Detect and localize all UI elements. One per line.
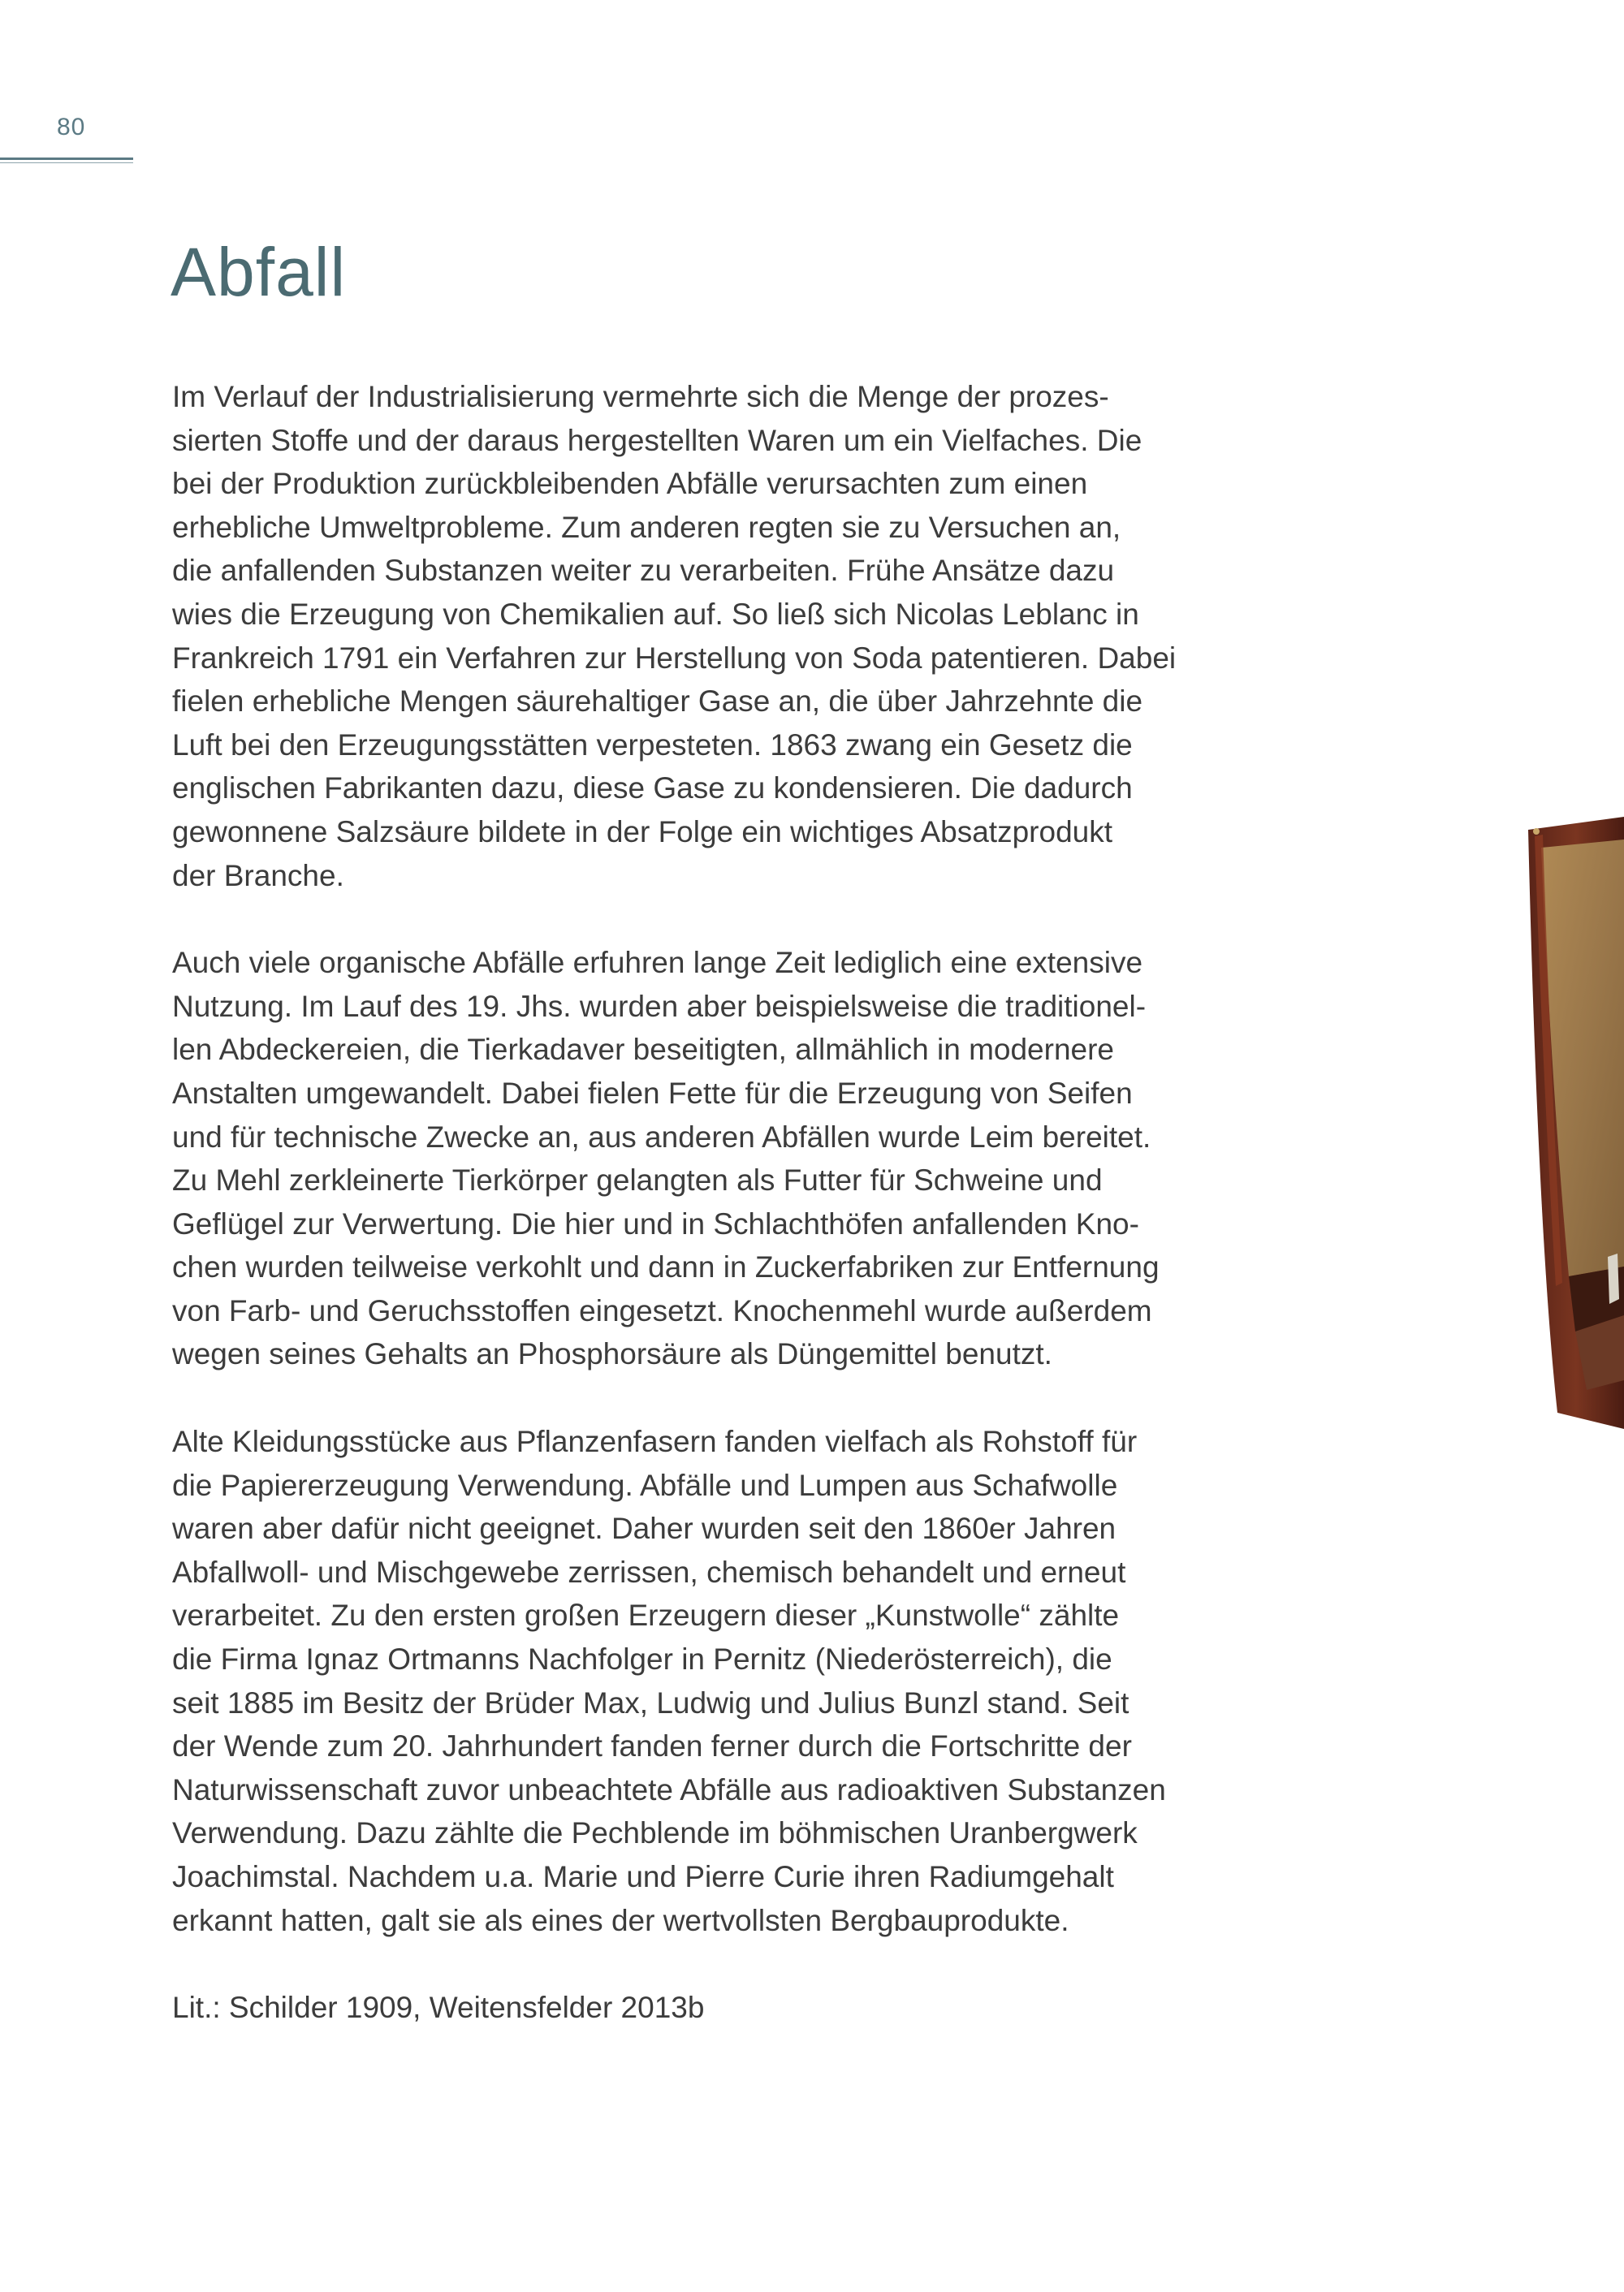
case-photo-fragment xyxy=(1527,812,1624,1429)
text-line: Frankreich 1791 ein Verfahren zur Herstellung von Soda patentieren. Dabei xyxy=(172,641,1177,675)
text-line: Alte Kleidungsstücke aus Pflanzenfasern fanden vielfach als Rohstoff für xyxy=(172,1425,1138,1459)
text-line: die anfallenden Substanzen weiter zu verarbeiten. Frühe Ansätze dazu xyxy=(172,554,1115,588)
text-line: der Wende zum 20. Jahrhundert fanden ferner durch die Fortschritte der xyxy=(172,1729,1132,1763)
text-line: verarbeitet. Zu den ersten großen Erzeugern dieser „Kunstwolle“ zählte xyxy=(172,1599,1120,1633)
text-line: gewonnene Salzsäure bildete in der Folge ein wichtiges Absatzprodukt xyxy=(172,814,1113,848)
header-rule xyxy=(0,158,133,160)
page-number: 80 xyxy=(57,114,86,140)
text-line: Zu Mehl zerkleinerte Tierkörper gelangten als Futter für Schweine und xyxy=(172,1163,1103,1198)
text-line: Naturwissenschaft zuvor unbeachtete Abfälle aus radioaktiven Substanzen xyxy=(172,1772,1166,1806)
text-line: Abfallwoll- und Mischgewebe zerrissen, chemisch behandelt und erneut xyxy=(172,1555,1126,1589)
text-line: Luft bei den Erzeugungsstätten verpesteten. 1863 zwang ein Gesetz die xyxy=(172,727,1133,762)
text-line: sierten Stoffe und der daraus hergestellten Waren um ein Vielfaches. Die xyxy=(172,423,1142,457)
text-line: erkannt hatten, galt sie als eines der wertvollsten Bergbauprodukte. xyxy=(172,1903,1069,1937)
text-line: englischen Fabrikanten dazu, diese Gase zu kondensieren. Die dadurch xyxy=(172,771,1133,805)
text-line: len Abdeckereien, die Tierkadaver beseitigten, allmählich in modernere xyxy=(172,1033,1115,1067)
text-line: fielen erhebliche Mengen säurehaltiger Gase an, die über Jahrzehnte die xyxy=(172,684,1143,719)
text-line: Im Verlauf der Industrialisierung vermehrte sich die Menge der prozes- xyxy=(172,380,1109,413)
article-body xyxy=(172,375,1252,2030)
text-line: Geflügel zur Verwertung. Die hier und in Schlachthöfen anfallenden Kno- xyxy=(172,1206,1139,1241)
text-line: von Farb- und Geruchsstoffen eingesetzt. Knochenmehl wurde außerdem xyxy=(172,1293,1152,1327)
text-line: waren aber dafür nicht geeignet. Daher wurden seit den 1860er Jahren xyxy=(172,1512,1116,1546)
paragraph-1 xyxy=(172,375,1252,897)
text-line: Verwendung. Dazu zählte die Pechblende im böhmischen Uranbergwerk xyxy=(172,1816,1138,1850)
header-rule-thin xyxy=(0,162,133,163)
paragraph-3 xyxy=(172,1420,1252,1942)
literature-reference: Lit.: Schilder 1909, Weitensfelder 2013b xyxy=(172,1991,705,2025)
text-line: Anstalten umgewandelt. Dabei fielen Fette für die Erzeugung von Seifen xyxy=(172,1076,1133,1110)
text-line: chen wurden teilweise verkohlt und dann in Zuckerfabriken zur Entfernung xyxy=(172,1250,1160,1284)
text-line: erhebliche Umweltprobleme. Zum anderen regten sie zu Versuchen an, xyxy=(172,510,1121,544)
text-line: wies die Erzeugung von Chemikalien auf. So ließ sich Nicolas Leblanc in xyxy=(172,597,1139,631)
text-line: die Papiererzeugung Verwendung. Abfälle und Lumpen aus Schafwolle xyxy=(172,1468,1118,1502)
text-line: bei der Produktion zurückbleibenden Abfälle verursachten zum einen xyxy=(172,467,1088,501)
text-line: der Branche. xyxy=(172,858,344,892)
text-line: Nutzung. Im Lauf des 19. Jhs. wurden aber beispielsweise die traditionel- xyxy=(172,989,1147,1023)
text-line: die Firma Ignaz Ortmanns Nachfolger in Pernitz (Niederösterreich), die xyxy=(172,1642,1112,1677)
text-line: Auch viele organische Abfälle erfuhren lange Zeit lediglich eine extensive xyxy=(172,946,1143,980)
text-line: seit 1885 im Besitz der Brüder Max, Ludwig und Julius Bunzl stand. Seit xyxy=(172,1686,1129,1720)
text-line: und für technische Zwecke an, aus anderen Abfällen wurde Leim bereitet. xyxy=(172,1120,1151,1154)
paragraph-2 xyxy=(172,941,1252,1376)
text-line: Joachimstal. Nachdem u.a. Marie und Pierre Curie ihren Radiumgehalt xyxy=(172,1860,1114,1893)
page-title: Abfall xyxy=(171,234,347,310)
text-line: wegen seines Gehalts an Phosphorsäure als Düngemittel benutzt. xyxy=(172,1337,1052,1371)
